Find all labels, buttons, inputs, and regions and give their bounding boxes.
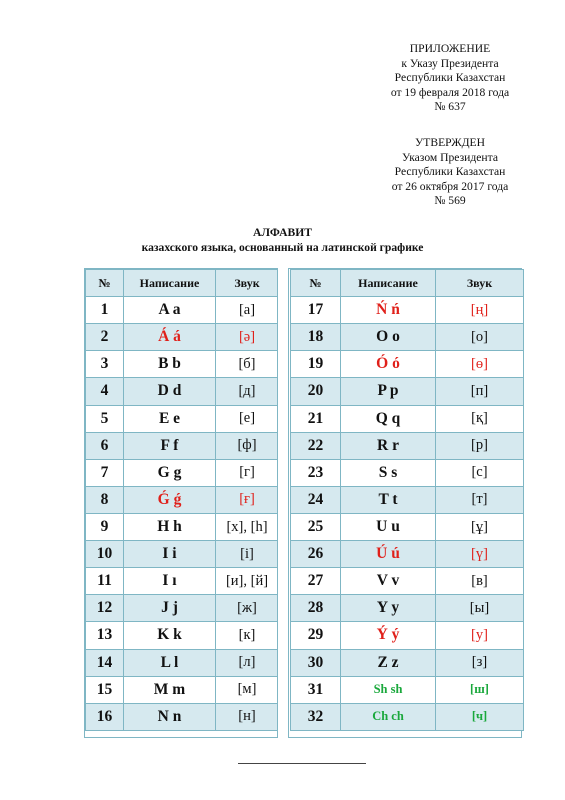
letter-sound: [и], [й] bbox=[216, 568, 279, 595]
letter-writing: Z z bbox=[341, 649, 436, 676]
letter-writing: Á á bbox=[124, 324, 216, 351]
letter-number: 17 bbox=[291, 297, 341, 324]
letter-writing: Ch ch bbox=[341, 703, 436, 730]
letter-writing: Ń ń bbox=[341, 297, 436, 324]
table-row bbox=[86, 405, 279, 432]
letter-number: 11 bbox=[86, 568, 124, 595]
letter-sound: [б] bbox=[216, 351, 279, 378]
table-row bbox=[86, 432, 279, 459]
letter-sound: [г] bbox=[216, 459, 279, 486]
table-row bbox=[291, 324, 524, 351]
table-column-separator bbox=[277, 268, 289, 738]
letter-number: 25 bbox=[291, 513, 341, 540]
letter-sound: [р] bbox=[436, 432, 524, 459]
stamp-line: Республики Казахстан bbox=[394, 165, 506, 179]
letter-writing: L l bbox=[124, 649, 216, 676]
table-row bbox=[291, 703, 524, 730]
letter-sound: [ы] bbox=[436, 595, 524, 622]
table-row bbox=[291, 405, 524, 432]
approval-stamp bbox=[340, 136, 560, 209]
letter-number: 30 bbox=[291, 649, 341, 676]
header-sound: Звук bbox=[216, 270, 279, 297]
table-row bbox=[291, 351, 524, 378]
letter-number: 26 bbox=[291, 541, 341, 568]
letter-writing: Y y bbox=[341, 595, 436, 622]
table-header-row bbox=[86, 270, 279, 297]
stamp-line: от 26 октября 2017 года bbox=[391, 179, 509, 193]
header-writing: Написание bbox=[124, 270, 216, 297]
header-sound: Звук bbox=[436, 270, 524, 297]
letter-number: 18 bbox=[291, 324, 341, 351]
letter-number: 3 bbox=[86, 351, 124, 378]
letter-number: 16 bbox=[86, 703, 124, 730]
letter-writing: Sh sh bbox=[341, 676, 436, 703]
letter-writing: Q q bbox=[341, 405, 436, 432]
letter-sound: [ч] bbox=[436, 703, 524, 730]
table-row bbox=[291, 486, 524, 513]
letter-number: 23 bbox=[291, 459, 341, 486]
letter-writing: O o bbox=[341, 324, 436, 351]
letter-writing: U u bbox=[341, 513, 436, 540]
appendix-stamp bbox=[340, 42, 560, 115]
table-row bbox=[291, 595, 524, 622]
letter-sound: [х], [һ] bbox=[216, 513, 279, 540]
letter-sound: [т] bbox=[436, 486, 524, 513]
letter-number: 4 bbox=[86, 378, 124, 405]
table-row bbox=[291, 568, 524, 595]
letter-number: 5 bbox=[86, 405, 124, 432]
letter-number: 27 bbox=[291, 568, 341, 595]
stamp-line: Республики Казахстан bbox=[394, 71, 506, 85]
letter-writing: Ú ú bbox=[341, 541, 436, 568]
letter-number: 29 bbox=[291, 622, 341, 649]
letter-number: 9 bbox=[86, 513, 124, 540]
letter-sound: [п] bbox=[436, 378, 524, 405]
letter-writing: I i bbox=[124, 541, 216, 568]
table-row bbox=[291, 541, 524, 568]
table-row bbox=[291, 622, 524, 649]
letter-sound: [е] bbox=[216, 405, 279, 432]
header-num: № bbox=[86, 270, 124, 297]
table-row bbox=[86, 676, 279, 703]
table-row bbox=[86, 459, 279, 486]
letter-number: 20 bbox=[291, 378, 341, 405]
table-row bbox=[291, 649, 524, 676]
letter-number: 7 bbox=[86, 459, 124, 486]
table-row bbox=[86, 622, 279, 649]
table-row bbox=[291, 297, 524, 324]
table-row bbox=[291, 432, 524, 459]
letter-writing: B b bbox=[124, 351, 216, 378]
table-row bbox=[86, 378, 279, 405]
letter-sound: [в] bbox=[436, 568, 524, 595]
letter-sound: [с] bbox=[436, 459, 524, 486]
stamp-line: № 637 bbox=[434, 100, 466, 114]
title-subtitle: казахского языка, основанный на латинской графике bbox=[141, 240, 424, 254]
table-row bbox=[86, 568, 279, 595]
letter-number: 28 bbox=[291, 595, 341, 622]
alphabet-table-right bbox=[290, 269, 524, 731]
letter-number: 6 bbox=[86, 432, 124, 459]
letter-sound: [а] bbox=[216, 297, 279, 324]
letter-writing: J j bbox=[124, 595, 216, 622]
table-row bbox=[291, 676, 524, 703]
letter-writing: D d bbox=[124, 378, 216, 405]
title-main: АЛФАВИТ bbox=[253, 226, 312, 239]
letter-sound: [і] bbox=[216, 541, 279, 568]
letter-writing: H h bbox=[124, 513, 216, 540]
header-writing: Написание bbox=[341, 270, 436, 297]
header-num: № bbox=[291, 270, 341, 297]
letter-number: 21 bbox=[291, 405, 341, 432]
document-title bbox=[0, 226, 565, 255]
letter-writing: Ǵ ǵ bbox=[124, 486, 216, 513]
letter-writing: I ı bbox=[124, 568, 216, 595]
letter-writing: K k bbox=[124, 622, 216, 649]
letter-sound: [ө] bbox=[436, 351, 524, 378]
table-row bbox=[291, 513, 524, 540]
table-header-row bbox=[291, 270, 524, 297]
letter-sound: [м] bbox=[216, 676, 279, 703]
stamp-line: от 19 февраля 2018 года bbox=[390, 85, 510, 99]
letter-number: 13 bbox=[86, 622, 124, 649]
letter-number: 31 bbox=[291, 676, 341, 703]
letter-sound: [д] bbox=[216, 378, 279, 405]
letter-writing: A a bbox=[124, 297, 216, 324]
table-row bbox=[86, 595, 279, 622]
letter-writing: P p bbox=[341, 378, 436, 405]
letter-sound: [ң] bbox=[436, 297, 524, 324]
letter-writing: T t bbox=[341, 486, 436, 513]
letter-number: 32 bbox=[291, 703, 341, 730]
letter-sound: [о] bbox=[436, 324, 524, 351]
letter-number: 22 bbox=[291, 432, 341, 459]
letter-number: 2 bbox=[86, 324, 124, 351]
stamp-line: Указом Президента bbox=[402, 150, 498, 164]
alphabet-table bbox=[84, 268, 522, 738]
stamp-line: УТВЕРЖДЕН bbox=[415, 136, 485, 149]
letter-number: 15 bbox=[86, 676, 124, 703]
letter-number: 12 bbox=[86, 595, 124, 622]
table-row bbox=[86, 513, 279, 540]
letter-sound: [ф] bbox=[216, 432, 279, 459]
letter-sound: [к] bbox=[216, 622, 279, 649]
letter-number: 1 bbox=[86, 297, 124, 324]
letter-number: 19 bbox=[291, 351, 341, 378]
letter-writing: R r bbox=[341, 432, 436, 459]
table-row bbox=[291, 459, 524, 486]
letter-number: 10 bbox=[86, 541, 124, 568]
letter-writing: S s bbox=[341, 459, 436, 486]
table-row bbox=[86, 324, 279, 351]
letter-sound: [л] bbox=[216, 649, 279, 676]
letter-writing: Ý ý bbox=[341, 622, 436, 649]
table-row bbox=[86, 351, 279, 378]
letter-writing: V v bbox=[341, 568, 436, 595]
stamp-line: к Указу Президента bbox=[401, 56, 499, 70]
letter-writing: F f bbox=[124, 432, 216, 459]
letter-sound: [ү] bbox=[436, 541, 524, 568]
letter-writing: M m bbox=[124, 676, 216, 703]
stamp-line: ПРИЛОЖЕНИЕ bbox=[409, 42, 491, 55]
table-row bbox=[86, 649, 279, 676]
letter-sound: [ш] bbox=[436, 676, 524, 703]
letter-writing: E e bbox=[124, 405, 216, 432]
table-row bbox=[86, 297, 279, 324]
letter-sound: [ұ] bbox=[436, 513, 524, 540]
letter-writing: G g bbox=[124, 459, 216, 486]
letter-sound: [у] bbox=[436, 622, 524, 649]
letter-writing: N n bbox=[124, 703, 216, 730]
letter-sound: [ғ] bbox=[216, 486, 279, 513]
letter-sound: [ж] bbox=[216, 595, 279, 622]
stamp-line: № 569 bbox=[434, 194, 466, 208]
table-row bbox=[291, 378, 524, 405]
letter-sound: [з] bbox=[436, 649, 524, 676]
letter-sound: [қ] bbox=[436, 405, 524, 432]
letter-sound: [н] bbox=[216, 703, 279, 730]
footer-divider bbox=[238, 763, 366, 764]
letter-number: 8 bbox=[86, 486, 124, 513]
letter-writing: Ó ó bbox=[341, 351, 436, 378]
table-row bbox=[86, 486, 279, 513]
table-row bbox=[86, 703, 279, 730]
letter-number: 14 bbox=[86, 649, 124, 676]
letter-number: 24 bbox=[291, 486, 341, 513]
alphabet-table-left bbox=[85, 269, 279, 731]
table-row bbox=[86, 541, 279, 568]
letter-sound: [ә] bbox=[216, 324, 279, 351]
